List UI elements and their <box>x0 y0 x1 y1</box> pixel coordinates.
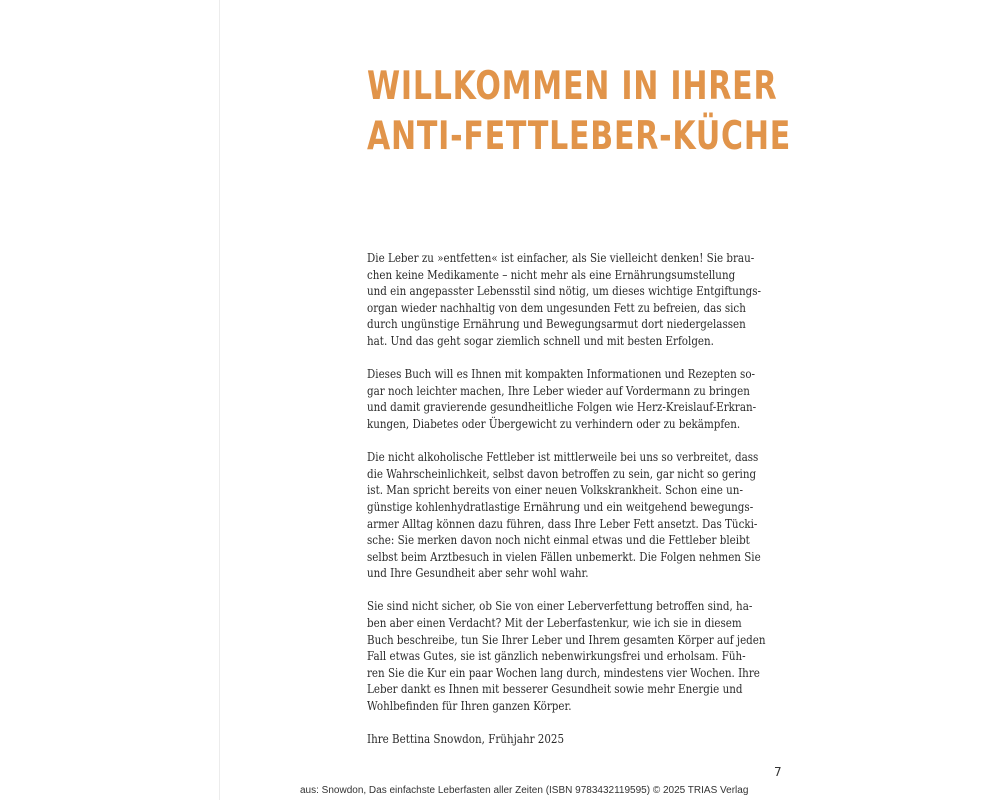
text-line: organ wieder nachhaltig von dem ungesunden Fett zu befreien, das sich <box>367 300 746 315</box>
signature <box>367 731 759 748</box>
text-line: und Ihre Gesundheit aber sehr wohl wahr. <box>367 566 589 581</box>
text-line: Die nicht alkoholische Fettleber ist mittlerweile bei uns so verbreitet, dass <box>367 450 759 465</box>
page-number: 7 <box>774 765 782 779</box>
text-line: armer Alltag können dazu führen, dass Ihre Leber Fett ansetzt. Das Tücki- <box>367 516 758 531</box>
source-note: aus: Snowdon, Das einfachste Leberfasten aller Zeiten (ISBN 9783432119595) © 2025 TRIAS Verlag <box>300 785 749 796</box>
text-line: Wohlbefinden für Ihren ganzen Körper. <box>367 699 572 714</box>
text-line: Dieses Buch will es Ihnen mit kompakten Informationen und Rezepten so- <box>367 367 756 382</box>
text-line: ist. Man spricht bereits von einer neuen Volkskrankheit. Schon eine un- <box>367 483 743 498</box>
text-line: Die Leber zu »entfetten« ist einfacher, als Sie vielleicht denken! Sie brau- <box>367 251 755 265</box>
paragraph-4 <box>367 598 766 714</box>
text-line: durch ungünstige Ernährung und Bewegungsarmut dort niedergelassen <box>367 317 746 332</box>
signature-line: Ihre Bettina Snowdon, Frühjahr 2025 <box>367 732 565 747</box>
text-line: Sie sind nicht sicher, ob Sie von einer Leberverfettung betroffen sind, ha- <box>367 599 753 614</box>
text-line: ben aber einen Verdacht? Mit der Leberfastenkur, wie ich sie in diesem <box>367 616 742 631</box>
book-page <box>221 0 1000 800</box>
text-line: chen keine Medikamente – nicht mehr als eine Ernährungsumstellung <box>367 267 736 282</box>
text-line: Fall etwas Gutes, sie ist gänzlich nebenwirkungsfrei und erholsam. Füh- <box>367 649 746 664</box>
text-line: sche: Sie merken davon noch nicht einmal etwas und die Fettleber bleibt <box>367 533 750 548</box>
text-line: günstige kohlenhydratlastige Ernährung und ein weitgehend bewegungs- <box>367 499 754 514</box>
text-line: die Wahrscheinlichkeit, selbst davon betroffen zu sein, gar nicht so gering <box>367 466 757 481</box>
heading-line-2: ANTI-FETTLEBER-KÜCHE <box>367 114 792 159</box>
text-line: ren Sie die Kur ein paar Wochen lang durch, mindestens vier Wochen. Ihre <box>367 665 760 680</box>
heading-line-1: WILLKOMMEN IN IHRER <box>367 64 778 109</box>
text-line: Buch beschreibe, tun Sie Ihrer Leber und Ihrem gesamten Körper auf jeden <box>367 632 766 647</box>
text-line: kungen, Diabetes oder Übergewicht zu verhindern oder zu bekämpfen. <box>367 416 741 431</box>
left-margin <box>0 0 220 800</box>
text-line: selbst beim Arztbesuch in vielen Fällen unbemerkt. Die Folgen nehmen Sie <box>367 549 761 564</box>
text-line: gar noch leichter machen, Ihre Leber wieder auf Vordermann zu bringen <box>367 383 750 398</box>
body-text <box>367 250 766 748</box>
text-line: und ein angepasster Lebensstil sind nötig, um dieses wichtige Entgiftungs- <box>367 284 761 299</box>
paragraph-2 <box>367 366 759 432</box>
paragraph-1 <box>367 250 759 350</box>
text-line: hat. Und das geht sogar ziemlich schnell und mit besten Erfolgen. <box>367 333 714 348</box>
text-line: und damit gravierende gesundheitliche Folgen wie Herz-Kreislauf-Erkran- <box>367 400 757 415</box>
text-line: Leber dankt es Ihnen mit besserer Gesundheit sowie mehr Energie und <box>367 682 743 697</box>
page-heading <box>367 62 791 162</box>
paragraph-3 <box>367 449 759 582</box>
